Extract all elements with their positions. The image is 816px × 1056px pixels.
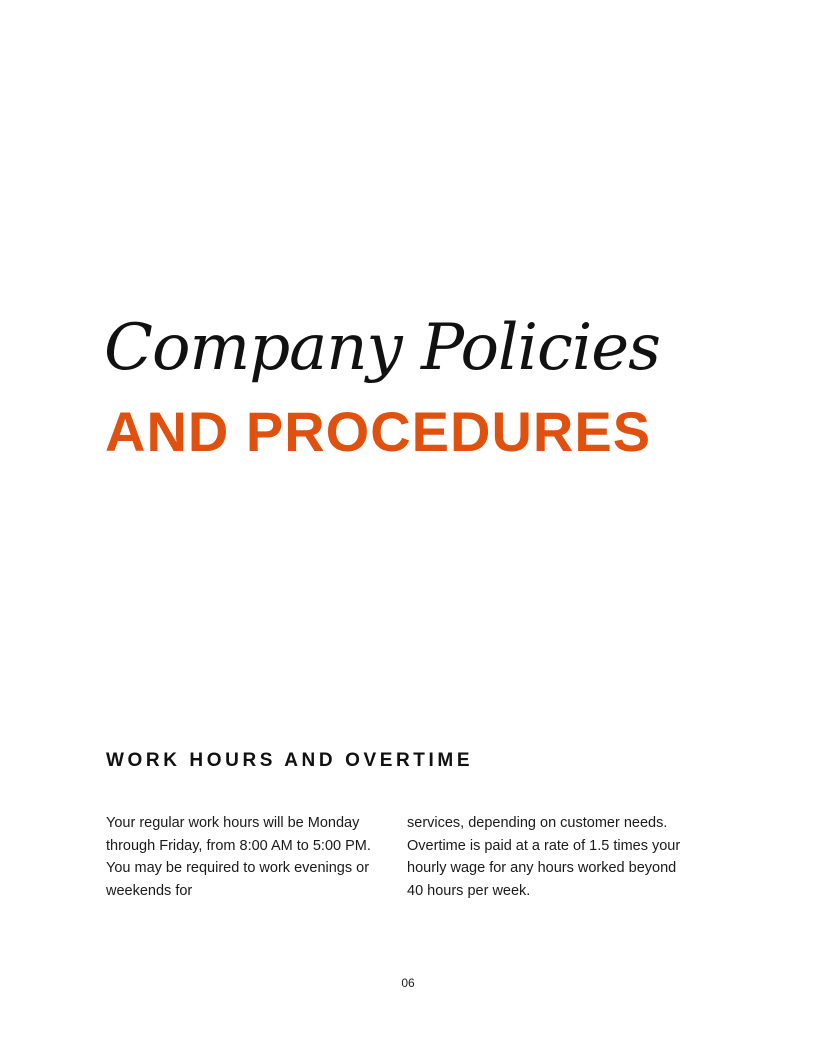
body-text-left-column: Your regular work hours will be Monday through Friday, from 8:00 AM to 5:00 PM. You may be required to work evenings or weekends for [106,815,371,899]
title-main-line: AND PROCEDURES [105,400,652,463]
body-text-right-column: services, depending on customer needs. Overtime is paid at a rate of 1.5 times your hourly wage for any hours worked beyond 40 hours per week. [407,815,681,899]
section-heading: WORK HOURS AND OVERTIME [106,750,474,771]
title-script-line: Company Policies [104,311,660,385]
page-number: 06 [401,976,415,990]
